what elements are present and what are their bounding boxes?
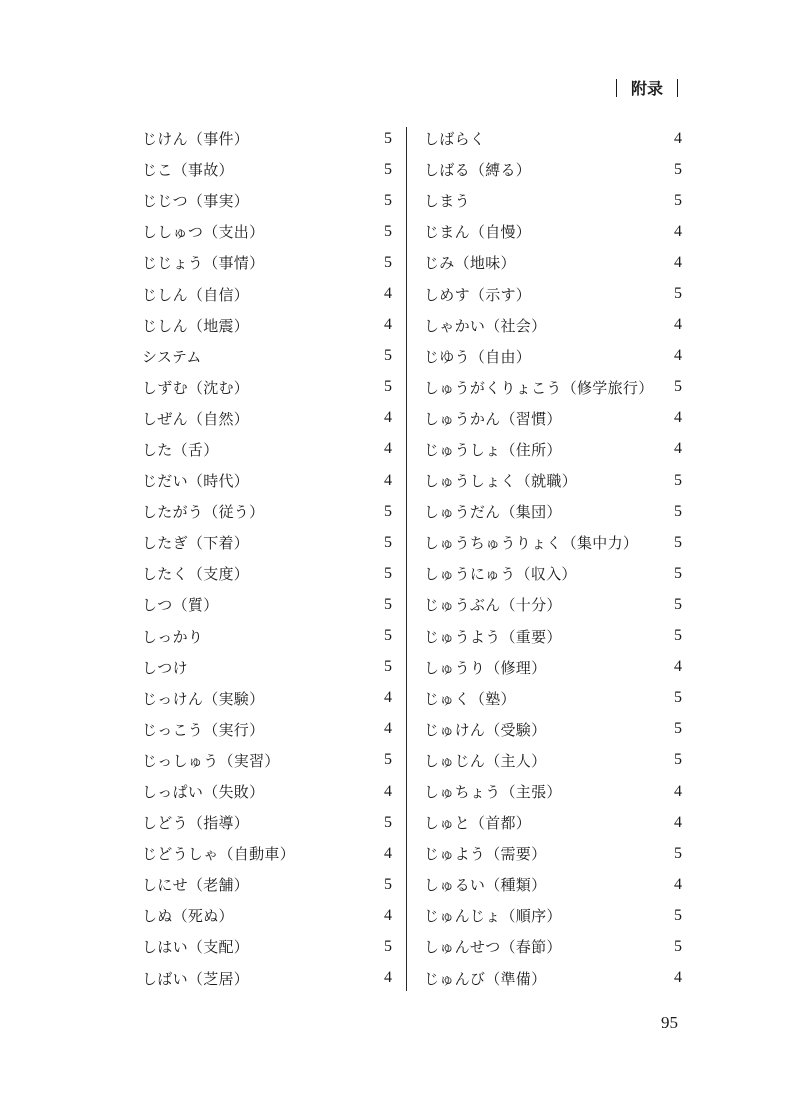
- vocab-level: 5: [674, 285, 682, 303]
- vocab-level: 4: [384, 969, 392, 987]
- vocab-entry: [142, 465, 392, 496]
- vocab-word: しはい（支配）: [142, 938, 250, 957]
- vocab-word: しばる（縛る）: [424, 161, 532, 180]
- vocab-level: 4: [384, 440, 392, 458]
- vocab-entry: [142, 154, 392, 185]
- vocab-level: 4: [674, 316, 682, 334]
- header-left-rule: [616, 79, 617, 97]
- vocab-entry: [142, 123, 392, 154]
- vocab-entry: [142, 714, 392, 745]
- vocab-word: しぬ（死ぬ）: [142, 907, 234, 926]
- vocab-entry: [142, 776, 392, 807]
- vocab-entry: [424, 652, 682, 683]
- vocab-entry: [424, 621, 682, 652]
- vocab-word: したぎ（下着）: [142, 534, 250, 553]
- vocab-entry: [142, 247, 392, 278]
- vocab-word: じっしゅう（実習）: [142, 751, 280, 770]
- vocab-entry: [424, 776, 682, 807]
- vocab-entry: [142, 963, 392, 994]
- vocab-word: じしん（自信）: [142, 285, 250, 304]
- vocab-entry: [424, 123, 682, 154]
- vocab-word: しめす（示す）: [424, 285, 532, 304]
- vocab-entry: [424, 714, 682, 745]
- vocab-level: 5: [674, 844, 682, 862]
- vocab-level: 4: [384, 689, 392, 707]
- vocab-level: 5: [674, 471, 682, 489]
- vocab-word: じみ（地味）: [424, 254, 516, 273]
- vocab-level: 5: [384, 347, 392, 365]
- vocab-word: しつ（質）: [142, 596, 219, 615]
- vocab-level: 5: [384, 595, 392, 613]
- vocab-entry: [424, 963, 682, 994]
- vocab-entry: [424, 154, 682, 185]
- vocab-entry: [142, 745, 392, 776]
- vocab-word: しゅうだん（集団）: [424, 503, 562, 522]
- vocab-word: しゃかい（社会）: [424, 316, 547, 335]
- vocab-word: じゅんじょ（順序）: [424, 907, 562, 926]
- page-number: 95: [661, 1013, 678, 1032]
- vocab-level: 5: [674, 191, 682, 209]
- vocab-entry: [424, 900, 682, 931]
- header-section-title: 附录: [630, 79, 663, 98]
- vocab-level: 5: [384, 875, 392, 893]
- vocab-level: 5: [674, 564, 682, 582]
- vocab-level: 5: [674, 751, 682, 769]
- vocab-word: じゅんび（準備）: [424, 969, 547, 988]
- vocab-word: しにせ（老舗）: [142, 876, 250, 895]
- vocab-word: しゅうちゅうりょく（集中力）: [424, 534, 639, 553]
- vocab-entry: [142, 652, 392, 683]
- vocab-entry: [424, 838, 682, 869]
- vocab-level: 4: [674, 875, 682, 893]
- column-divider: [406, 127, 407, 991]
- vocab-level: 4: [674, 347, 682, 365]
- vocab-entry: [424, 247, 682, 278]
- vocab-word: じゆう（自由）: [424, 347, 532, 366]
- vocab-word: しゅうがくりょこう（修学旅行）: [424, 378, 654, 397]
- running-header: [616, 76, 678, 99]
- vocab-word: じこ（事故）: [142, 161, 234, 180]
- vocab-entry: [424, 403, 682, 434]
- vocabulary-list: [142, 123, 682, 993]
- vocab-entry: [142, 589, 392, 620]
- vocab-word: しばらく: [424, 130, 486, 149]
- vocab-word: じゅうしょ（住所）: [424, 440, 562, 459]
- vocab-level: 5: [384, 751, 392, 769]
- vocab-entry: [142, 931, 392, 962]
- vocab-level: 5: [384, 658, 392, 676]
- vocab-entry: [142, 621, 392, 652]
- vocab-level: 5: [674, 160, 682, 178]
- vocab-entry: [424, 558, 682, 589]
- vocab-word: しゅちょう（主張）: [424, 783, 562, 802]
- vocab-entry: [142, 372, 392, 403]
- vocab-entry: [142, 807, 392, 838]
- vocab-word: じっこう（実行）: [142, 720, 265, 739]
- vocab-level: 5: [384, 129, 392, 147]
- vocab-level: 4: [674, 253, 682, 271]
- vocab-entry: [424, 185, 682, 216]
- vocab-word: しまう: [424, 192, 470, 211]
- vocab-word: しつけ: [142, 658, 188, 677]
- vocab-level: 4: [674, 440, 682, 458]
- vocab-entry: [142, 869, 392, 900]
- right-column: [424, 123, 682, 994]
- vocab-level: 5: [674, 906, 682, 924]
- vocab-word: じゅよう（需要）: [424, 845, 547, 864]
- vocab-word: じっけん（実験）: [142, 689, 265, 708]
- vocab-entry: [142, 496, 392, 527]
- vocab-level: 4: [674, 782, 682, 800]
- vocab-entry: [142, 683, 392, 714]
- vocab-word: じゅうよう（重要）: [424, 627, 562, 646]
- vocab-level: 5: [384, 502, 392, 520]
- vocab-level: 4: [674, 129, 682, 147]
- vocab-entry: [424, 372, 682, 403]
- vocab-level: 4: [674, 969, 682, 987]
- vocab-level: 5: [384, 813, 392, 831]
- vocab-entry: [142, 527, 392, 558]
- vocab-word: しずむ（沈む）: [142, 378, 250, 397]
- vocab-level: 5: [384, 627, 392, 645]
- vocab-level: 4: [384, 844, 392, 862]
- vocab-word: しどう（指導）: [142, 814, 250, 833]
- vocab-entry: [424, 807, 682, 838]
- vocab-word: じだい（時代）: [142, 472, 250, 491]
- vocab-word: じゅうぶん（十分）: [424, 596, 562, 615]
- vocab-level: 5: [384, 222, 392, 240]
- vocab-entry: [142, 403, 392, 434]
- vocab-word: じゅけん（受験）: [424, 720, 547, 739]
- vocab-level: 5: [674, 533, 682, 551]
- vocab-word: しっかり: [142, 627, 204, 646]
- vocab-level: 4: [674, 813, 682, 831]
- vocab-level: 5: [384, 937, 392, 955]
- vocab-entry: [424, 496, 682, 527]
- vocab-entry: [142, 838, 392, 869]
- vocab-level: 5: [384, 564, 392, 582]
- vocab-level: 5: [384, 378, 392, 396]
- vocab-entry: [142, 900, 392, 931]
- vocab-word: しぜん（自然）: [142, 409, 250, 428]
- vocab-entry: [424, 465, 682, 496]
- vocab-word: しゅうにゅう（収入）: [424, 565, 577, 584]
- vocab-word: したがう（従う）: [142, 503, 265, 522]
- vocab-entry: [424, 434, 682, 465]
- vocab-word: じしん（地震）: [142, 316, 250, 335]
- vocab-word: しっぱい（失敗）: [142, 783, 265, 802]
- vocab-entry: [424, 310, 682, 341]
- vocab-level: 5: [674, 720, 682, 738]
- vocab-word: したく（支度）: [142, 565, 250, 584]
- vocab-level: 5: [674, 627, 682, 645]
- vocab-entry: [424, 931, 682, 962]
- vocab-entry: [142, 216, 392, 247]
- vocab-word: ししゅつ（支出）: [142, 223, 265, 242]
- vocab-word: じじょう（事情）: [142, 254, 265, 273]
- vocab-level: 5: [674, 595, 682, 613]
- vocab-level: 5: [674, 689, 682, 707]
- vocab-word: しゅうり（修理）: [424, 658, 547, 677]
- vocab-entry: [424, 683, 682, 714]
- vocab-level: 5: [384, 160, 392, 178]
- vocab-word: じまん（自慢）: [424, 223, 532, 242]
- vocab-level: 4: [674, 409, 682, 427]
- vocab-word: じどうしゃ（自動車）: [142, 845, 296, 864]
- vocab-word: しゅと（首都）: [424, 814, 532, 833]
- left-column: [142, 123, 392, 994]
- vocab-level: 4: [674, 222, 682, 240]
- header-right-rule: [677, 79, 678, 97]
- vocab-level: 5: [384, 191, 392, 209]
- vocab-level: 4: [384, 316, 392, 334]
- vocab-word: しばい（芝居）: [142, 969, 250, 988]
- vocab-level: 5: [674, 378, 682, 396]
- vocab-entry: [424, 869, 682, 900]
- vocab-entry: [424, 341, 682, 372]
- vocab-level: 4: [384, 471, 392, 489]
- vocab-level: 5: [384, 533, 392, 551]
- vocab-level: 4: [384, 782, 392, 800]
- vocab-entry: [142, 434, 392, 465]
- vocab-entry: [424, 589, 682, 620]
- vocab-word: じじつ（事実）: [142, 192, 250, 211]
- vocab-word: しゅうしょく（就職）: [424, 472, 578, 491]
- vocab-entry: [142, 310, 392, 341]
- vocab-entry: [142, 558, 392, 589]
- vocab-level: 5: [384, 253, 392, 271]
- vocab-word: じけん（事件）: [142, 130, 250, 149]
- vocab-word: しゅるい（種類）: [424, 876, 547, 895]
- vocab-word: しゅじん（主人）: [424, 751, 547, 770]
- vocab-level: 4: [384, 720, 392, 738]
- vocab-entry: [142, 341, 392, 372]
- vocab-level: 4: [384, 285, 392, 303]
- vocab-entry: [424, 216, 682, 247]
- vocab-entry: [424, 527, 682, 558]
- vocab-level: 4: [384, 906, 392, 924]
- vocab-word: しゅんせつ（春節）: [424, 938, 562, 957]
- vocab-word: した（舌）: [142, 440, 219, 459]
- vocab-level: 4: [384, 409, 392, 427]
- vocab-word: じゅく（塾）: [424, 689, 516, 708]
- vocab-word: システム: [142, 347, 202, 366]
- vocab-entry: [424, 278, 682, 309]
- vocab-level: 4: [674, 658, 682, 676]
- vocab-entry: [142, 185, 392, 216]
- vocab-word: しゅうかん（習慣）: [424, 409, 562, 428]
- vocab-level: 5: [674, 502, 682, 520]
- vocab-entry: [142, 278, 392, 309]
- vocab-entry: [424, 745, 682, 776]
- vocab-level: 5: [674, 937, 682, 955]
